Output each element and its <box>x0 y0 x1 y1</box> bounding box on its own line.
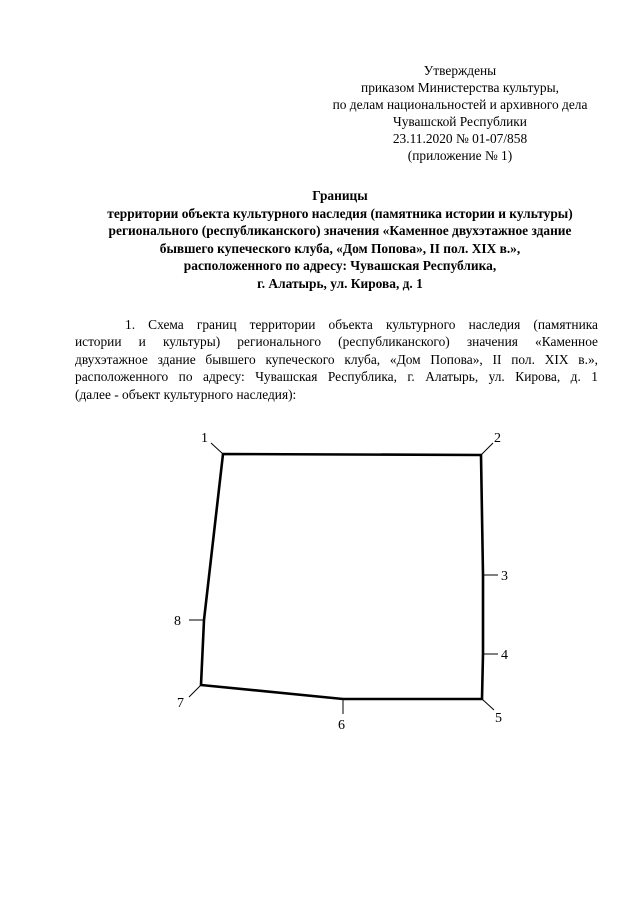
approval-line: приказом Министерства культуры, <box>361 80 559 95</box>
point-label-2: 2 <box>494 431 501 446</box>
approval-line: 23.11.2020 № 01-07/858 <box>392 131 528 146</box>
approval-line: по делам национальностей и архивного дела <box>332 97 588 112</box>
paragraph-line: двухэтажное здание бывшего купеческого клуба, «Дом Попова», II пол. XIX в.», <box>75 351 598 367</box>
point-label-3: 3 <box>501 569 508 584</box>
leader-tick <box>189 685 201 697</box>
paragraph-line: 1. Схема границ территории объекта культурного наследия (памятника <box>125 317 598 332</box>
approval-line: Чувашской Республики <box>393 114 527 129</box>
point-label-1: 1 <box>201 431 208 446</box>
point-label-8: 8 <box>174 614 181 629</box>
point-label-4: 4 <box>501 648 508 663</box>
title-line: г. Алатырь, ул. Кирова, д. 1 <box>257 275 423 291</box>
boundary-polygon <box>201 454 483 699</box>
title-line: Границы <box>312 188 368 203</box>
leader-tick <box>482 699 494 710</box>
approval-line: (приложение № 1) <box>407 148 513 163</box>
title-line: регионального (республиканского) значения «Каменное двухэтажное здание <box>108 223 572 239</box>
point-label-5: 5 <box>495 711 502 726</box>
title-line: бывшего купеческого клуба, «Дом Попова», II пол. XIX в.», <box>159 240 521 256</box>
paragraph-line: истории и культуры) регионального (республиканского) значения «Каменное <box>75 334 598 350</box>
point-label-7: 7 <box>177 696 184 711</box>
leader-tick <box>211 443 223 454</box>
paragraph-line: (далее - объект культурного наследия): <box>75 386 297 402</box>
approval-line: Утверждены <box>423 63 497 78</box>
title-line: расположенного по адресу: Чувашская Республика, <box>183 258 497 274</box>
title-line: территории объекта культурного наследия (памятника истории и культуры) <box>107 205 573 221</box>
leader-tick <box>481 443 493 455</box>
point-label-6: 6 <box>338 718 345 733</box>
paragraph-line: расположенного по адресу: Чувашская Республика, г. Алатырь, ул. Кирова, д. 1 <box>75 369 598 385</box>
